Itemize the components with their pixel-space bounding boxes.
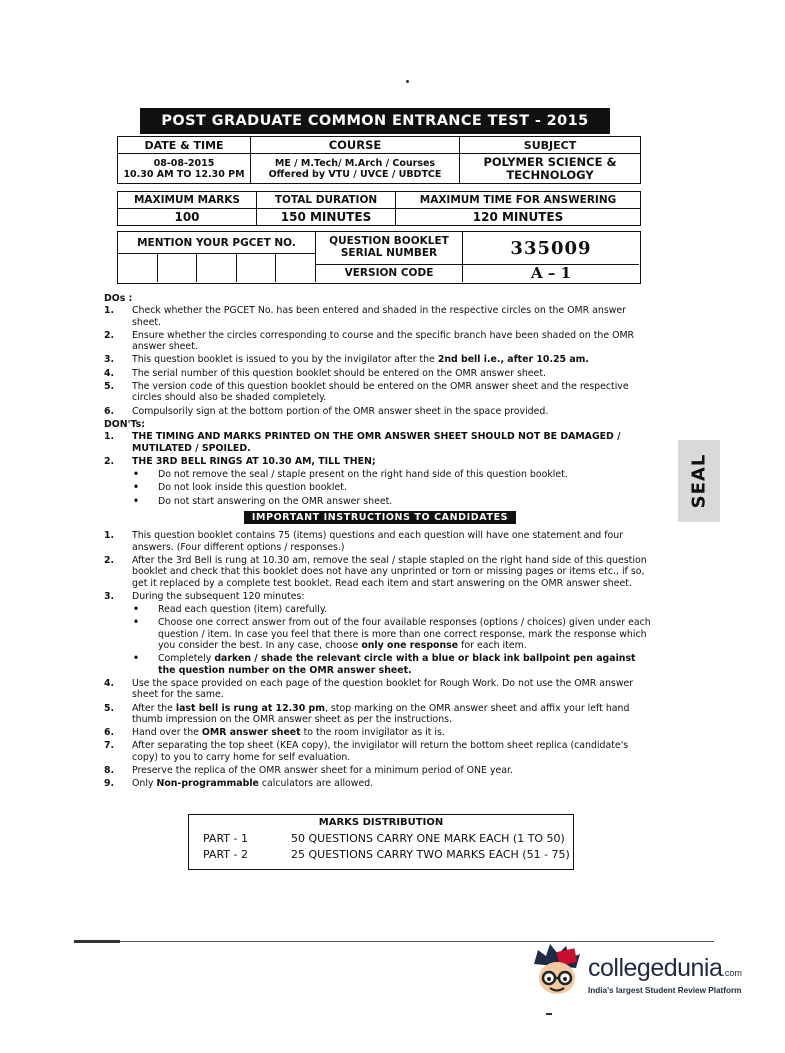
pgcet-digit-box[interactable]	[118, 254, 158, 282]
mascot-icon	[528, 942, 586, 1006]
exam-info-table	[117, 136, 641, 184]
version-code: A – 1	[530, 264, 572, 282]
pgcet-digit-box[interactable]	[197, 254, 237, 282]
instructions-body	[104, 292, 656, 792]
dos-item	[104, 381, 656, 404]
instruction-bullet-emphasis: darken / shade the relevant circle with a blue or black ink ballpoint pen against the question number on the OMR answer sheet.	[158, 653, 636, 676]
marks-row-part: PART - 2	[203, 848, 248, 861]
bullet-icon: •	[133, 495, 139, 507]
instruction-number: 5.	[104, 702, 115, 714]
course-line-2: Offered by VTU / UVCE / UBDTCE	[268, 168, 442, 180]
dos-item-text: This question booklet is issued to you by the invigilator after the	[132, 354, 438, 366]
instruction-text: Use the space provided on each page of the question booklet for Rough Work. Do not use the OMR answer sheet for the same.	[132, 677, 634, 701]
seal-text: SEAL	[688, 453, 710, 509]
seal-tab	[678, 440, 720, 522]
marks-row-desc: 50 QUESTIONS CARRY ONE MARK EACH (1 TO 50)	[291, 832, 565, 845]
instruction-bullet	[104, 617, 656, 651]
course-line-1: ME / M.Tech/ M.Arch / Courses	[274, 157, 436, 169]
instruction-emphasis: OMR answer sheet	[201, 727, 301, 739]
pgcet-booklet-block	[117, 231, 641, 284]
marks-row	[189, 848, 573, 861]
max-marks-value: 100	[118, 209, 257, 226]
bottom-rule-mark	[74, 940, 120, 943]
donts-heading: DON'Ts:	[104, 418, 145, 430]
instruction-number: 8.	[104, 764, 115, 776]
instruction-item	[104, 740, 656, 763]
logo-tagline: India's largest Student Review Platform	[588, 986, 742, 995]
instruction-item	[104, 765, 656, 776]
pgcet-label: MENTION YOUR PGCET NO.	[118, 232, 316, 254]
donts-item-number: 1.	[104, 431, 115, 443]
dos-item	[104, 368, 656, 379]
instruction-item	[104, 678, 656, 701]
instruction-number: 4.	[104, 677, 115, 689]
marks-row-part: PART - 1	[203, 832, 248, 845]
dos-item-text: Ensure whether the circles corresponding to course and the specific branch have been shaded on the OMR answer sheet.	[132, 329, 635, 353]
instruction-text: After the 3rd Bell is rung at 10.30 am, remove the seal / staple stapled on the right hand side of this question booklet and check that this booklet does not have any unprinted or torn or missing pages or items etc., if so, get it replaced by a complete test booklet. Read each item and start answering on the OMR answer sheet.	[132, 554, 647, 589]
pgcet-digit-boxes	[118, 254, 316, 282]
max-time-label: MAXIMUM TIME FOR ANSWERING	[396, 192, 641, 209]
dos-item-text: The serial number of this question booklet should be entered on the OMR answer sheet.	[132, 367, 546, 379]
pgcet-digit-box[interactable]	[237, 254, 277, 282]
instruction-number: 6.	[104, 727, 115, 739]
important-heading-wrap	[104, 511, 656, 524]
serial-label	[316, 232, 463, 265]
donts-bullet-text: Do not start answering on the OMR answer sheet.	[158, 495, 393, 507]
subject-line-1: POLYMER SCIENCE &	[483, 154, 617, 169]
instruction-number: 7.	[104, 740, 115, 752]
donts-bullet	[104, 482, 656, 493]
course-label: COURSE	[251, 137, 460, 154]
instruction-item	[104, 555, 656, 589]
marks-distribution-heading: MARKS DISTRIBUTION	[318, 817, 444, 828]
donts-bullet-text: Do not remove the seal / staple present on the right hand side of this question booklet.	[158, 469, 568, 481]
donts-item-1	[104, 431, 656, 454]
marks-distribution-box	[188, 814, 574, 870]
instruction-bullet-text: Read each question (item) carefully.	[158, 604, 328, 616]
serial-label-line-1: QUESTION BOOKLET	[329, 235, 449, 247]
instruction-text: After separating the top sheet (KEA copy), the invigilator will return the bottom sheet replica (candidate's copy) to you to carry home for self evaluation.	[132, 740, 629, 763]
instruction-text: During the subsequent 120 minutes:	[132, 590, 305, 602]
donts-bullet	[104, 469, 656, 480]
dos-item	[104, 354, 656, 365]
logo-name: collegedunia	[588, 954, 723, 982]
instruction-bullet-text: Choose one correct answer from out of the four available responses (options / choices) given under each question / item. In case you feel that there is more than one correct response, mark the response which you consider the best. In any case, choose	[158, 617, 651, 652]
max-time-value: 120 MINUTES	[396, 209, 641, 226]
dos-item-number: 6.	[104, 405, 115, 417]
bullet-icon: •	[133, 604, 139, 616]
subject-label: SUBJECT	[460, 137, 641, 154]
donts-item-number: 2.	[104, 455, 115, 467]
instruction-item	[104, 703, 656, 726]
instruction-number: 3.	[104, 590, 115, 602]
serial-number: 335009	[463, 232, 639, 265]
donts-bullet-text: Do not look inside this question booklet.	[158, 482, 347, 494]
total-duration-label: TOTAL DURATION	[257, 192, 396, 209]
instruction-text: Preserve the replica of the OMR answer sheet for a minimum period of ONE year.	[132, 764, 513, 776]
instruction-bullet-text: Completely	[158, 653, 215, 665]
instruction-item	[104, 591, 656, 602]
dos-item-number: 1.	[104, 305, 115, 317]
donts-bullet	[104, 496, 656, 507]
instruction-text: This question booklet contains 75 (items) questions and each question will have one statement and four answers. (Four different options / responses.)	[132, 530, 624, 553]
subject-line-2: TECHNOLOGY	[506, 167, 594, 182]
instruction-bullet-emphasis: only one response	[361, 640, 459, 652]
exam-date: 08-08-2015	[153, 157, 215, 169]
instruction-emphasis: Non-programmable	[156, 778, 259, 790]
donts-item-2	[104, 456, 656, 467]
instruction-text: Hand over the	[132, 727, 202, 739]
instruction-text: Only	[132, 778, 157, 790]
serial-label-line-2: SERIAL NUMBER	[340, 247, 438, 259]
dos-item-number: 2.	[104, 329, 115, 341]
date-time-label: DATE & TIME	[118, 137, 251, 154]
exam-time: 10.30 AM TO 12.30 PM	[123, 168, 245, 180]
instruction-bullet-text: for each item.	[458, 640, 527, 652]
instruction-item	[104, 530, 656, 553]
instruction-bullet	[104, 604, 656, 615]
total-duration-value: 150 MINUTES	[257, 209, 396, 226]
instruction-item	[104, 727, 656, 738]
logo-suffix: .com	[722, 968, 742, 978]
collegedunia-logo	[528, 940, 758, 1020]
dos-item	[104, 330, 656, 353]
dos-item-number: 3.	[104, 354, 115, 366]
exam-title: POST GRADUATE COMMON ENTRANCE TEST - 2015	[140, 108, 610, 134]
instruction-number: 1.	[104, 530, 115, 542]
version-label: VERSION CODE	[316, 265, 463, 282]
dos-item-number: 4.	[104, 367, 115, 379]
marks-row	[189, 832, 573, 845]
dos-list	[104, 305, 656, 417]
instruction-bullet	[104, 653, 656, 676]
instruction-emphasis: last bell is rung at 12.30 pm	[175, 702, 325, 714]
max-marks-label: MAXIMUM MARKS	[118, 192, 257, 209]
pgcet-digit-box[interactable]	[276, 254, 315, 282]
dos-item-text: The version code of this question booklet should be entered on the OMR answer sheet and the respective circles should also be shaded completely.	[132, 381, 629, 404]
bullet-icon: •	[133, 469, 139, 481]
instruction-text: , stop marking on the OMR answer sheet and affix your left hand thumb impression on the OMR answer sheet as per the instructions.	[132, 702, 630, 725]
top-speck	[406, 80, 409, 83]
bullet-icon: •	[133, 482, 139, 494]
bullet-icon: •	[133, 617, 139, 629]
dos-heading: DOs :	[104, 293, 133, 304]
instruction-text: calculators are allowed.	[258, 778, 374, 790]
instruction-text: After the	[132, 702, 176, 714]
dos-item-emphasis: 2nd bell i.e., after 10.25 am.	[437, 354, 589, 366]
dos-item	[104, 305, 656, 328]
important-heading: IMPORTANT INSTRUCTIONS TO CANDIDATES	[244, 511, 516, 524]
dos-item	[104, 406, 656, 417]
dos-item-number: 5.	[104, 381, 115, 393]
bullet-icon: •	[133, 653, 139, 665]
marks-row-desc: 25 QUESTIONS CARRY TWO MARKS EACH (51 - 75)	[291, 848, 570, 861]
instruction-text: to the room invigilator as it is.	[300, 727, 445, 739]
dos-item-text: Compulsorily sign at the bottom portion of the OMR answer sheet in the space provided.	[132, 405, 549, 417]
marks-duration-table	[117, 191, 641, 226]
pgcet-digit-box[interactable]	[158, 254, 198, 282]
instruction-number: 9.	[104, 778, 115, 790]
donts-item-text: THE 3RD BELL RINGS AT 10.30 AM, TILL THEN;	[132, 455, 376, 467]
donts-item-text: THE TIMING AND MARKS PRINTED ON THE OMR ANSWER SHEET SHOULD NOT BE DAMAGED / MUTILATED / SPOILED.	[132, 431, 621, 454]
instruction-item	[104, 778, 656, 789]
instruction-number: 2.	[104, 554, 115, 566]
dos-item-text: Check whether the PGCET No. has been entered and shaded in the respective circles on the OMR answer sheet.	[132, 305, 627, 328]
